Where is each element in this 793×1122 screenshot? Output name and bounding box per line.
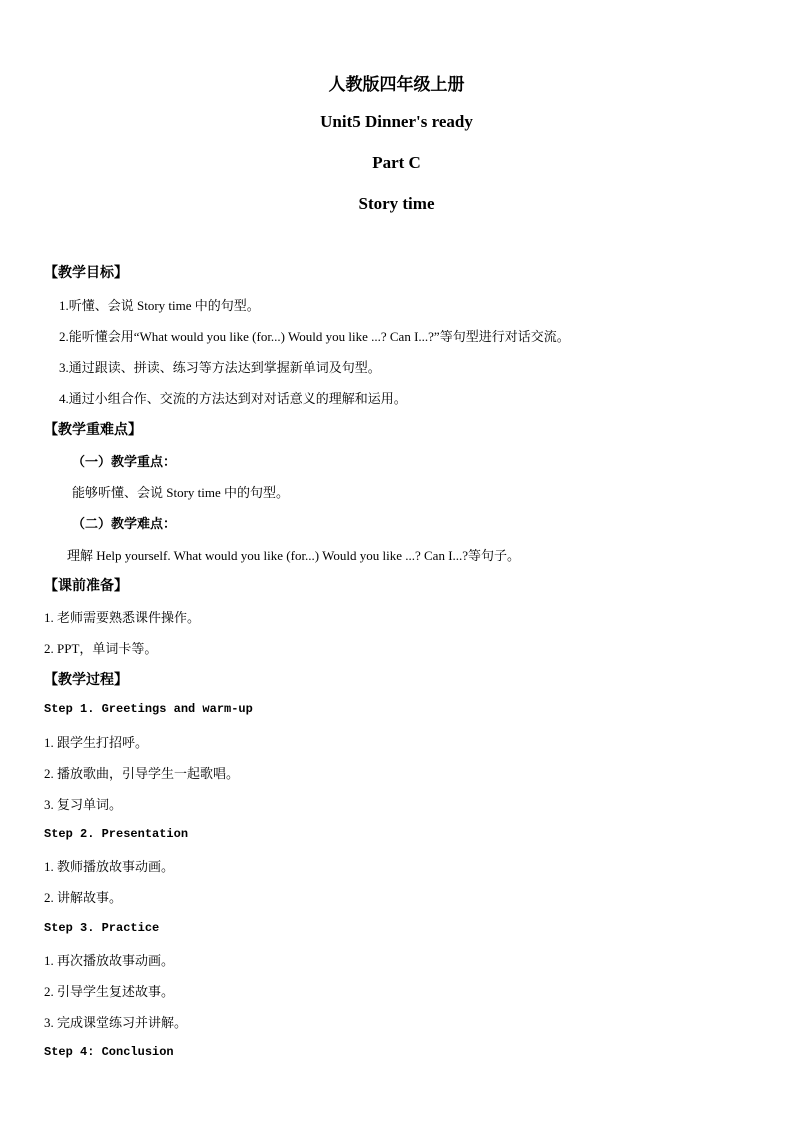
step-item: 2. 播放歌曲，引导学生一起歌唱。 bbox=[44, 766, 240, 781]
objective-item: 2.能听懂会用“What would you like (for...) Would you like ...? Can I...?”等句型进行对话交流。 bbox=[59, 329, 570, 344]
preparation-item: 2. PPT，单词卡等。 bbox=[44, 641, 158, 656]
focus-label: （一）教学重点： bbox=[72, 454, 177, 469]
step-item: 3. 复习单词。 bbox=[44, 797, 123, 812]
objective-item: 1.听懂、会说 Story time 中的句型。 bbox=[59, 298, 260, 313]
focus-text: 能够听懂、会说 Story time 中的句型。 bbox=[72, 485, 290, 500]
unit-title: Unit5 Dinner's ready bbox=[320, 112, 473, 131]
step-item: 1. 跟学生打招呼。 bbox=[44, 735, 149, 750]
difficulty-text: 理解 Help yourself. What would you like (for...) Would you like ...? Can I...?等句子。 bbox=[67, 548, 521, 563]
step-title: Step 4: Conclusion bbox=[44, 1045, 174, 1059]
part-title: Part C bbox=[372, 153, 421, 172]
step-item: 3. 完成课堂练习并讲解。 bbox=[44, 1015, 188, 1030]
step-title: Step 3. Practice bbox=[44, 921, 160, 935]
document-title: 人教版四年级上册 bbox=[328, 75, 465, 94]
step-item: 1. 教师播放故事动画。 bbox=[44, 859, 175, 874]
difficulty-label: （二）教学难点： bbox=[72, 516, 177, 531]
step-item: 2. 讲解故事。 bbox=[44, 890, 123, 905]
preparation-item: 1. 老师需要熟悉课件操作。 bbox=[44, 610, 201, 625]
preparation-heading: 【课前准备】 bbox=[44, 579, 128, 594]
step-item: 1. 再次播放故事动画。 bbox=[44, 953, 175, 968]
section-title: Story time bbox=[358, 194, 435, 213]
objective-item: 3.通过跟读、拼读、练习等方法达到掌握新单词及句型。 bbox=[59, 360, 381, 375]
step-title: Step 1. Greetings and warm-up bbox=[44, 702, 253, 716]
step-title: Step 2. Presentation bbox=[44, 827, 189, 841]
process-heading: 【教学过程】 bbox=[44, 673, 128, 688]
key-points-heading: 【教学重难点】 bbox=[44, 423, 142, 438]
step-item: 2. 引导学生复述故事。 bbox=[44, 984, 175, 999]
objectives-heading: 【教学目标】 bbox=[44, 266, 128, 281]
objective-item: 4.通过小组合作、交流的方法达到对对话意义的理解和运用。 bbox=[59, 391, 407, 406]
